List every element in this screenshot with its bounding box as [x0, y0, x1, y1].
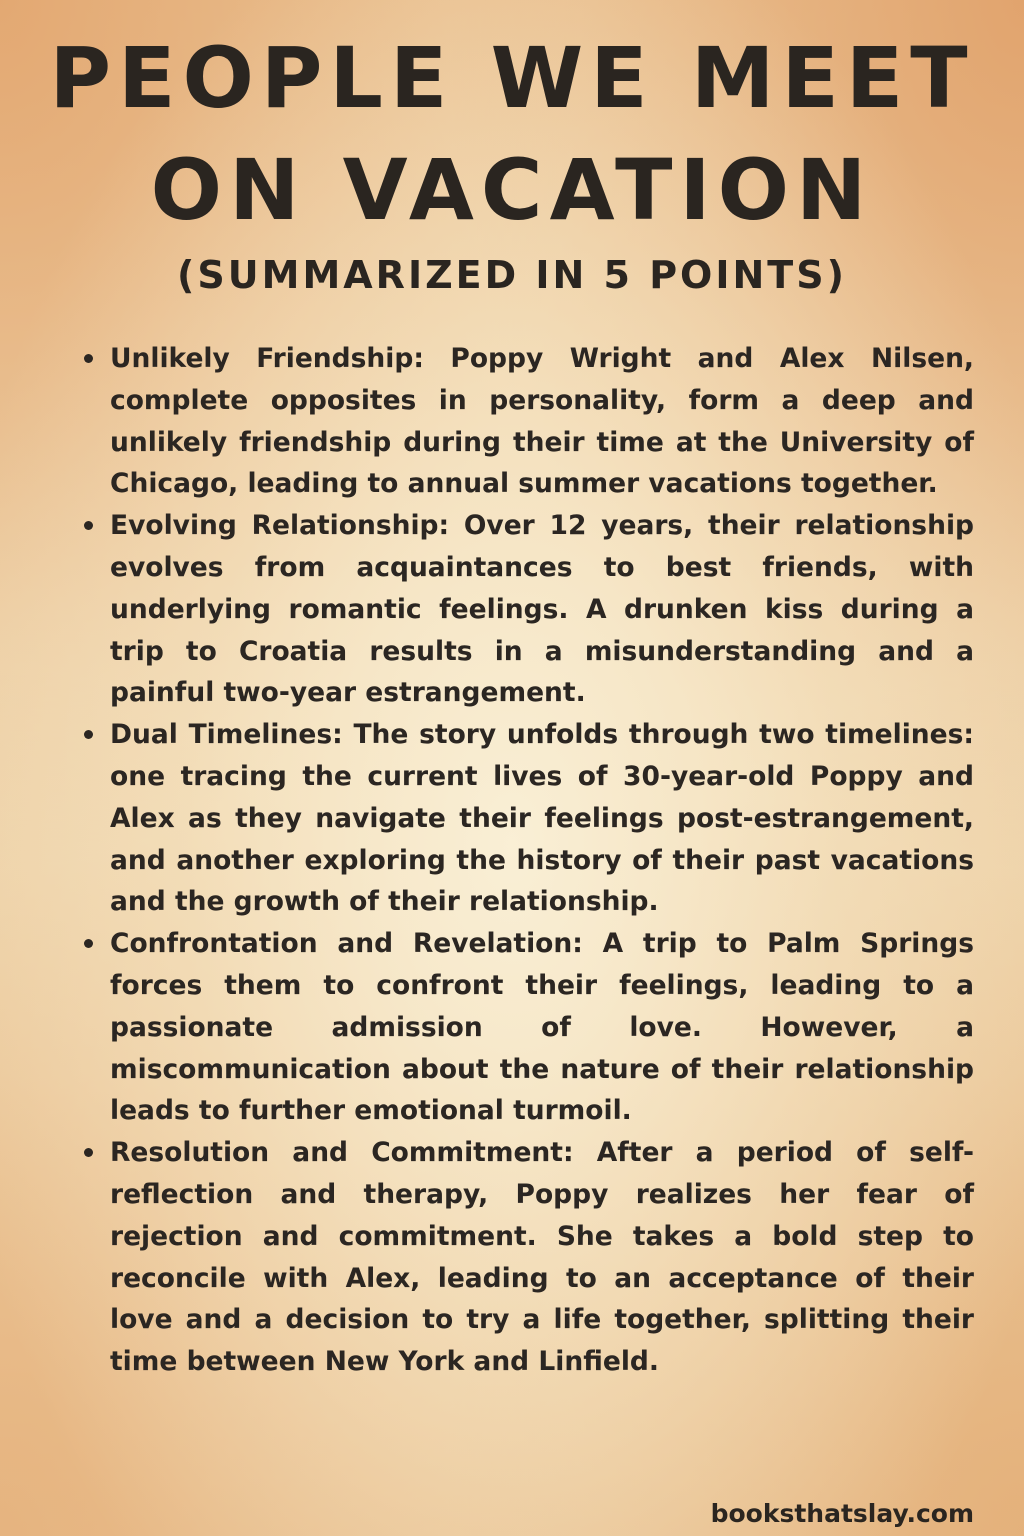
summary-point-1 [78, 338, 974, 505]
bullet-icon [84, 730, 93, 739]
summary-point-5 [78, 1132, 974, 1383]
summary-point-text: Dual Timelines: The story unfolds through two timelines: one tracing the current lives of 30-year-old Poppy and Alex as they navigate their feelings post-estrangement, and another exploring the history of their past vacations and the growth of their relationship. [110, 719, 974, 918]
bullet-icon [84, 939, 93, 948]
summary-points [78, 338, 974, 1383]
summary-point-text: Evolving Relationship: Over 12 years, their relationship evolves from acquaintances to best friends, with underlying romantic feelings. A drunken kiss during a trip to Croatia results in a misunderstanding and a painful two-year estrangement. [110, 510, 974, 709]
summary-point-text: Unlikely Friendship: Poppy Wright and Alex Nilsen, complete opposites in personality, form a deep and unlikely friendship during their time at the University of Chicago, leading to annual summer vacations together. [110, 343, 974, 500]
summary-point-text: Resolution and Commitment: After a period of self-reflection and therapy, Poppy realizes her fear of rejection and commitment. She takes a bold step to reconcile with Alex, leading to an acceptance of their love and a decision to try a life together, splitting their time between New York and Linfield. [110, 1137, 974, 1378]
site-watermark: booksthatslay.com [710, 1499, 974, 1528]
summary-point-2 [78, 505, 974, 714]
summary-point-3 [78, 714, 974, 923]
title-line-2: ON VACATION [150, 141, 874, 239]
bullet-icon [84, 354, 93, 363]
bullet-icon [84, 1148, 93, 1157]
bullet-icon [84, 521, 93, 530]
subtitle: (SUMMARIZED IN 5 POINTS) [177, 253, 847, 297]
summary-point-text: Confrontation and Revelation: A trip to Palm Springs forces them to confront their feelings, leading to a passionate admission of love. However, a miscommunication about the nature of their relationship leads to further emotional turmoil. [110, 928, 974, 1127]
book-title [0, 22, 1024, 246]
title-line-1: PEOPLE WE MEET [49, 29, 975, 127]
header [0, 22, 1024, 298]
summary-point-4 [78, 923, 974, 1132]
